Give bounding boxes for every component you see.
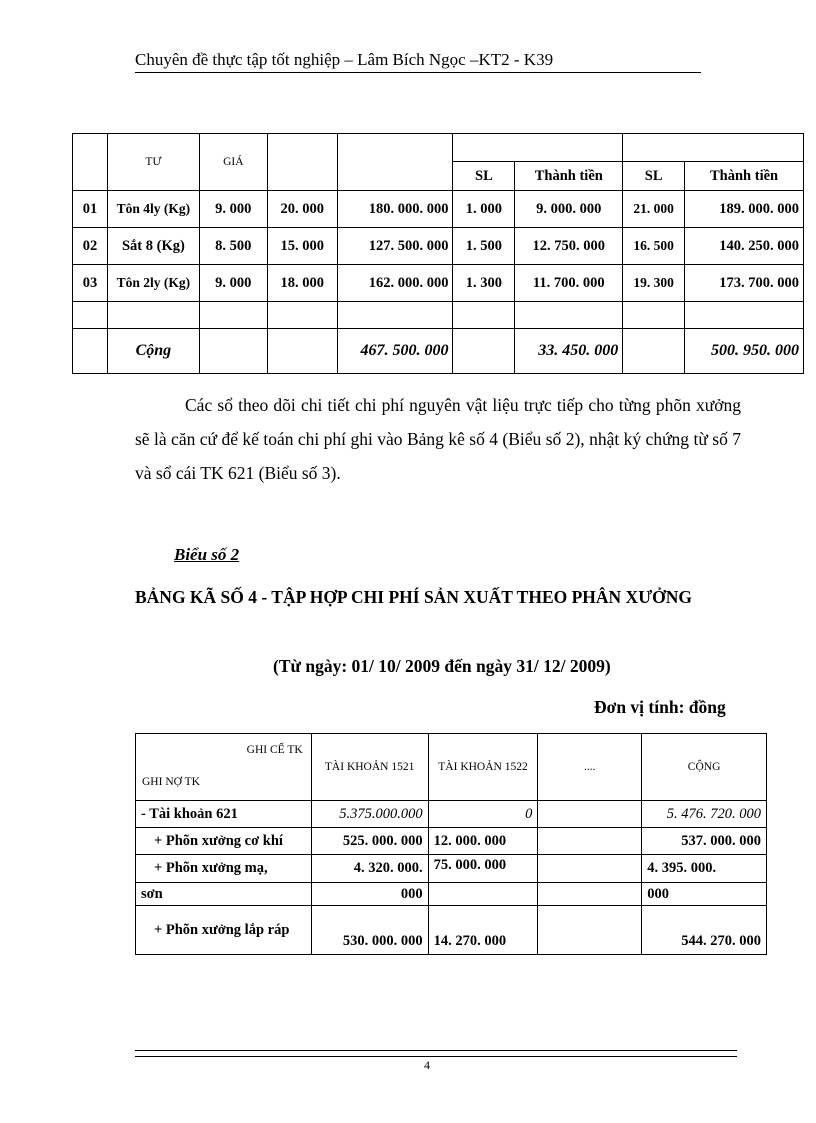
cell-stt: 03 (73, 265, 108, 302)
cell-name: Sắt 8 (Kg) (107, 228, 199, 265)
cell-gia: 8. 500 (199, 228, 267, 265)
cell-tk-1521: 5.375.000.000 (311, 801, 428, 828)
cell-tk-1521: 525. 000. 000 (311, 828, 428, 855)
cell-tk-1522: 75. 000. 000 (428, 855, 538, 883)
cell-quantity: 15. 000 (267, 228, 337, 265)
cell-amount-2: 9. 000. 000 (515, 191, 623, 228)
header-thanh-tien-2: Thành tiền (685, 162, 804, 191)
header-sl: SL (453, 162, 515, 191)
total-amount-2: 33. 450. 000 (515, 329, 623, 374)
header-diagonal-cell (136, 734, 312, 801)
row-label: + Phõn xưởng lắp ráp (136, 906, 312, 955)
date-range: (Từ ngày: 01/ 10/ 2009 đến ngày 31/ 12/ 2009) (273, 656, 611, 676)
header-thanh-tien: Thành tiền (515, 162, 623, 191)
section-title: BẢNG KÃ SỐ 4 - TẬP HỢP CHI PHÍ SẢN XUẤT THEO PHÂN XƯỞNG (135, 587, 692, 607)
cell-amount: 127. 500. 000 (337, 228, 453, 265)
cell-sl: 1. 500 (453, 228, 515, 265)
cell-name: Tôn 2ly (Kg) (107, 265, 199, 302)
cell-quantity: 18. 000 (267, 265, 337, 302)
cell-amount-3: 173. 700. 000 (685, 265, 804, 302)
cell-amount: 162. 000. 000 (337, 265, 453, 302)
cell-cong: 000 (642, 883, 767, 906)
cell-gia: 9. 000 (199, 265, 267, 302)
cell-sl: 1. 300 (453, 265, 515, 302)
body-paragraph (135, 388, 741, 490)
cell-amount-3: 140. 250. 000 (685, 228, 804, 265)
table-row (136, 906, 767, 955)
cell-cong: 544. 270. 000 (642, 906, 767, 955)
cell-cong: 5. 476. 720. 000 (642, 801, 767, 828)
header-tu: TƯ (107, 134, 199, 191)
table-row (73, 265, 804, 302)
cell-tk-1522 (428, 883, 538, 906)
cell-cong: 4. 395. 000. (642, 855, 767, 883)
cell-amount-3: 189. 000. 000 (685, 191, 804, 228)
bieu-so-label: Biểu số 2 (174, 545, 240, 564)
page-header: Chuyên đề thực tập tốt nghiệp – Lâm Bích Ngọc –KT2 - K39 (135, 48, 701, 73)
table-row (136, 855, 767, 883)
footer-divider (135, 1050, 737, 1057)
cell-gia: 9. 000 (199, 191, 267, 228)
table-row (73, 228, 804, 265)
header-ghi-co: GHI CỂ TK (246, 744, 303, 756)
header-tk-1521: TÀI KHOẢN 1521 (311, 734, 428, 801)
cell-sl-2: 21. 000 (623, 191, 685, 228)
cell-sl-2: 19. 300 (623, 265, 685, 302)
table-row (136, 801, 767, 828)
table-row-blank (73, 302, 804, 329)
cell-cong: 537. 000. 000 (642, 828, 767, 855)
header-sl-2: SL (623, 162, 685, 191)
cell-amount-2: 12. 750. 000 (515, 228, 623, 265)
header-tk-1522: TÀI KHOẢN 1522 (428, 734, 538, 801)
cell-tk-1522: 14. 270. 000 (428, 906, 538, 955)
cell-amount: 180. 000. 000 (337, 191, 453, 228)
page-number: 4 (424, 1058, 430, 1072)
material-detail-table (72, 133, 804, 374)
cell-tk-1521: 4. 320. 000. (311, 855, 428, 883)
table-row (73, 191, 804, 228)
cell-stt: 02 (73, 228, 108, 265)
total-amount: 467. 500. 000 (337, 329, 453, 374)
cell-sl: 1. 000 (453, 191, 515, 228)
header-ghi-no: GHI NỢ TK (142, 776, 200, 788)
header-gia: GIÁ (199, 134, 267, 191)
cell-tk-1521: 530. 000. 000 (311, 906, 428, 955)
cell-quantity: 20. 000 (267, 191, 337, 228)
cell-amount-2: 11. 700. 000 (515, 265, 623, 302)
row-label: - Tài khoản 621 (136, 801, 312, 828)
cell-sl-2: 16. 500 (623, 228, 685, 265)
cell-tk-1522: 12. 000. 000 (428, 828, 538, 855)
row-label: + Phõn xưởng cơ khí (136, 828, 312, 855)
table-header-row (136, 734, 767, 801)
cell-name: Tôn 4ly (Kg) (107, 191, 199, 228)
cell-tk-1521: 000 (311, 883, 428, 906)
cost-summary-table (135, 733, 767, 955)
table-row (136, 828, 767, 855)
header-dots: .... (538, 734, 642, 801)
unit-label: Đơn vị tính: đồng (594, 697, 726, 717)
total-label: Cộng (107, 329, 199, 374)
table-header-row (73, 134, 804, 162)
table-row (136, 883, 767, 906)
cell-stt: 01 (73, 191, 108, 228)
paragraph-text: Các sổ theo dõi chi tiết chi phí nguyên vật liệu trực tiếp cho từng phõn xưởng sẽ là căn cứ để kế toán chi phí ghi vào Bảng kê số 4 (Biểu số 2), nhật ký chứng từ số 7 và sổ cái TK 621 (Biểu số 3). (135, 395, 741, 483)
header-cong: CỘNG (642, 734, 767, 801)
row-label: + Phõn xưởng mạ, (136, 855, 312, 883)
total-amount-3: 500. 950. 000 (685, 329, 804, 374)
row-label: sơn (136, 883, 312, 906)
cell-tk-1522: 0 (428, 801, 538, 828)
table-total-row (73, 329, 804, 374)
